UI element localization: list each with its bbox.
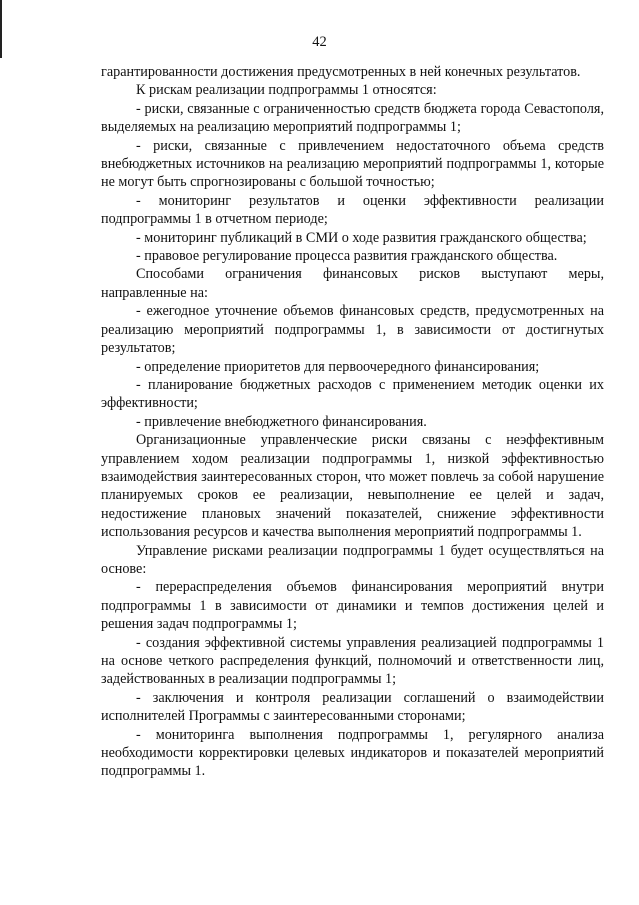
list-item: - заключения и контроля реализации соглашений о взаимодействии исполнителей Программы с заинтересованными сторонами; xyxy=(101,689,604,725)
document-body xyxy=(101,63,604,781)
list-item: - перераспределения объемов финансирования мероприятий внутри подпрограммы 1 в зависимости от динамики и темпов достижения целей и решения задач подпрограммы 1; xyxy=(101,579,604,633)
list-item: - планирование бюджетных расходов с применением методик оценки их эффективности; xyxy=(101,376,604,412)
page-number: 42 xyxy=(312,34,327,50)
list-item: - правовое регулирование процесса развития гражданского общества. xyxy=(136,248,558,265)
list-item: - создания эффективной системы управления реализацией подпрограммы 1 на основе четкого распределения функций, полномочий и ответственности лиц, задействованных в реализации подпрограммы 1; xyxy=(101,634,604,688)
paragraph: Организационные управленческие риски связаны с неэффективным управлением ходом реализации подпрограммы 1, низкой эффективностью взаимодействия заинтересованных сторон, что может повлечь за собой нарушение планируемых сроков ее реализации, невыполнение ее целей и задач, недостижение плановых значений показателей, снижение эффективности использования ресурсов и качества выполнения мероприятий подпрограммы 1. xyxy=(101,432,604,541)
paragraph: Способами ограничения финансовых рисков выступают меры, направленные на: xyxy=(101,266,604,301)
list-item: - риски, связанные с ограниченностью средств бюджета города Севастополя, выделяемых на реализацию мероприятий подпрограммы 1; xyxy=(101,100,604,136)
paragraph: Управление рисками реализации подпрограммы 1 будет осуществляться на основе: xyxy=(101,542,604,577)
paragraph: гарантированности достижения предусмотренных в ней конечных результатов. xyxy=(101,64,581,80)
list-item: - мониторинг результатов и оценки эффективности реализации подпрограммы 1 в отчетном периоде; xyxy=(101,192,604,228)
paragraph: К рискам реализации подпрограммы 1 относятся: xyxy=(136,82,437,99)
list-item: - определение приоритетов для первоочередного финансирования; xyxy=(136,358,540,375)
list-item: - риски, связанные с привлечением недостаточного объема средств внебюджетных источников на реализацию мероприятий подпрограммы 1, которые не могут быть спрогнозированы с большой точностью; xyxy=(101,137,604,191)
list-item: - мониторинга выполнения подпрограммы 1, регулярного анализа необходимости корректировки целевых индикаторов и показателей мероприятий подпрограммы 1. xyxy=(101,726,604,780)
list-item: - ежегодное уточнение объемов финансовых средств, предусмотренных на реализацию мероприятий подпрограммы 1, в зависимости от достигнутых результатов; xyxy=(101,303,604,357)
list-item: - привлечение внебюджетного финансирования. xyxy=(136,413,427,430)
list-item: - мониторинг публикаций в СМИ о ходе развития гражданского общества; xyxy=(136,229,587,246)
